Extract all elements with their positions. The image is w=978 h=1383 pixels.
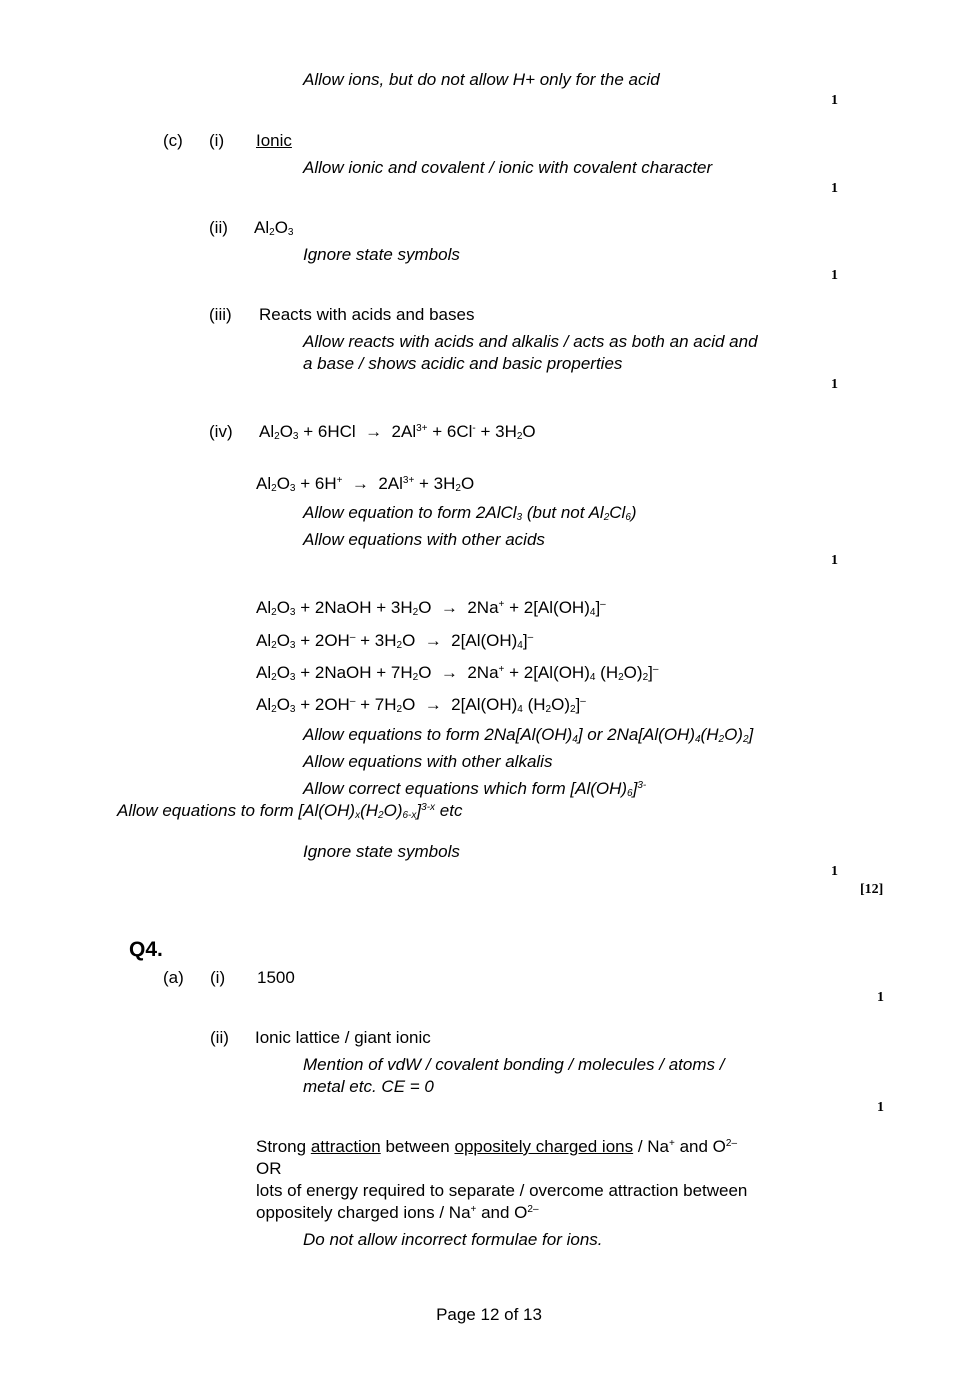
mark: 1 — [831, 181, 838, 196]
equation-naoh-2: $Al_2O_3$ + 2NaOH + $7H_2O \to 2Na^+ + 2[Al(OH)_4$ $(H_2O)_2]^-$ — [256, 663, 659, 683]
note-ce-2: metal etc. CE = 0 — [303, 1077, 434, 1096]
mark: 1 — [877, 990, 884, 1005]
note-ignore-state: Ignore state symbols — [303, 245, 460, 264]
equation-oh-2: $Al_2O_3 + 2OH^- + 7H_2O \to 2[Al(OH)_4$ $(H_2O)_2]^-$ — [256, 695, 586, 715]
sub-iv-label: (iv) — [209, 422, 233, 441]
note-amphoteric-2: a base / shows acidic and basic properties — [303, 354, 623, 373]
note-other-acids: Allow equations with other acids — [303, 530, 545, 549]
equation-hcl: $Al_2O_3 + 6HCl \to 2Al^{3+} + 6Cl^- + 3H_2O$ — [259, 422, 536, 442]
mark: 1 — [831, 553, 838, 568]
note-al-oh-x: Allow equations to form $[Al(OH)_x(H_2O)_{6-x}]^{3-x}$ etc — [117, 801, 463, 821]
mark: 1 — [831, 93, 838, 108]
note-amphoteric-1: Allow reacts with acids and alkalis / acts as both an acid and — [303, 332, 758, 351]
answer-energy-2: oppositely charged ions / Na+ and $O^{2-}$ — [256, 1203, 539, 1222]
sub-i-label: (i) — [210, 968, 226, 987]
equation-oh-1: $Al_2O_3 + 2OH^- + 3H_2O \to 2[Al(OH)_4]^-$ — [256, 631, 534, 651]
sub-ii-label: (ii) — [210, 1028, 229, 1047]
note-al-oh-6: Allow correct equations which form $[Al(OH)_6]^{3-}$ — [303, 779, 647, 799]
total-marks: [12] — [860, 882, 884, 897]
answer-strong-attraction: Strong attraction between oppositely charged ions / Na+ and $O^{2-}$ — [256, 1137, 738, 1156]
note-ce-1: Mention of vdW / covalent bonding / molecules / atoms / — [303, 1055, 725, 1074]
answer-ionic: Ionic — [256, 131, 292, 150]
note-ignore-state-2: Ignore state symbols — [303, 842, 460, 861]
or-text: OR — [256, 1159, 282, 1178]
answer-1500: 1500 — [257, 968, 295, 987]
part-c-label: (c) — [163, 131, 183, 150]
sub-iii-label: (iii) — [209, 305, 232, 324]
mark: 1 — [831, 864, 838, 879]
mark: 1 — [831, 377, 838, 392]
note-allow-ions: Allow ions, but do not allow H+ only for the acid — [303, 70, 660, 89]
note-ionic-covalent: Allow ionic and covalent / ionic with covalent character — [303, 158, 713, 177]
question-title: Q4. — [129, 938, 163, 961]
equation-h-ion: $Al_2O_3 + 6H^+ \to 2Al^{3+} + 3H_2O$ — [256, 474, 475, 494]
answer-ionic-lattice: Ionic lattice / giant ionic — [255, 1028, 431, 1047]
note-sodium-aluminate: Allow equations to form $2Na[Al(OH)_4]$ or $2Na[Al(OH)_4(H_2O)_2]$ — [303, 725, 754, 745]
answer-amphoteric: Reacts with acids and bases — [259, 305, 475, 324]
formula-al2o3: $Al_2O_3$ — [254, 218, 294, 238]
page-footer: Page 12 of 13 — [436, 1305, 542, 1324]
note-alcl3: Allow equation to form 2AlCl$_3$ (but not $Al_2Cl_6$) — [303, 503, 637, 523]
note-other-alkalis: Allow equations with other alkalis — [303, 752, 553, 771]
mark: 1 — [831, 268, 838, 283]
note-incorrect-formulae: Do not allow incorrect formulae for ions. — [303, 1230, 603, 1249]
sub-ii-label: (ii) — [209, 218, 228, 237]
equation-naoh-1: $Al_2O_3$ + 2NaOH + $3H_2O \to 2Na^+ + 2[Al(OH)_4]^-$ — [256, 598, 606, 618]
answer-energy-1: lots of energy required to separate / overcome attraction between — [256, 1181, 748, 1200]
mark: 1 — [877, 1100, 884, 1115]
sub-i-label: (i) — [209, 131, 225, 150]
part-a-label: (a) — [163, 968, 184, 987]
